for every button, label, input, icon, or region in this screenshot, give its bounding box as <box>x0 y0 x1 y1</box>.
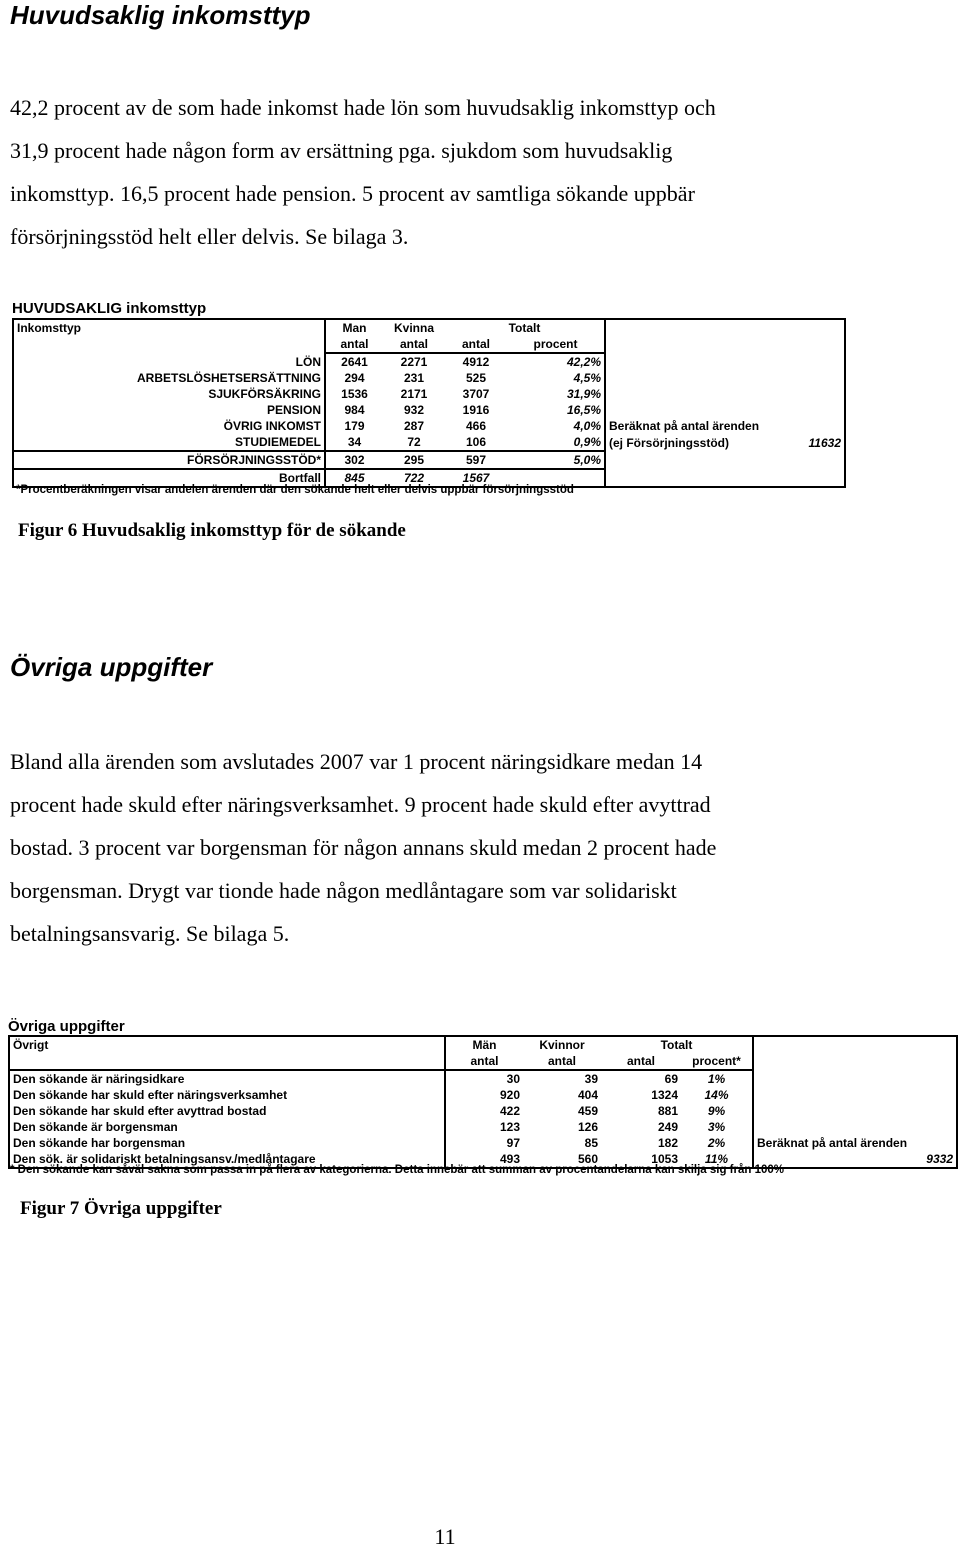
row-note <box>605 402 775 418</box>
row-label: LÖN <box>13 353 325 370</box>
section-heading-ovriga: Övriga uppgifter <box>10 652 213 682</box>
table-row <box>13 451 845 469</box>
ovriga-grid <box>8 1035 958 1169</box>
paragraph-line: 31,9 procent hade någon form av ersättning pga. sjukdom som huvudsaklig <box>10 138 673 163</box>
cell-man: 2641 <box>325 353 383 370</box>
cell-totalt: 1324 <box>651 1088 678 1102</box>
table-row <box>13 418 845 434</box>
table-row <box>9 1070 957 1087</box>
cell-kvinna: 231 <box>403 371 425 385</box>
table-row <box>13 353 845 370</box>
sub-procent: procent* <box>692 1054 741 1068</box>
cell-procent: 4,0% <box>573 419 601 433</box>
cell-procent: 0,9% <box>573 435 601 449</box>
row-note <box>753 1087 907 1103</box>
col-totalt: Totalt <box>445 319 605 336</box>
cell-procent: 11% <box>681 1151 753 1168</box>
cell-procent: 4,5% <box>573 371 601 385</box>
table-row <box>9 1087 957 1103</box>
row-label: SJUKFÖRSÄKRING <box>13 386 325 402</box>
cell-totalt: 597 <box>445 451 507 469</box>
table-footnote: *Procentberäkningen visar andelen ärenden där den sökande helt eller delvis uppbär försörjningsstöd <box>16 484 574 496</box>
cell-procent: 16,5% <box>566 403 601 417</box>
cell-procent: 31,9% <box>566 387 601 401</box>
cell-kvinna: 72 <box>407 435 421 449</box>
sub-antal: antal <box>325 336 383 353</box>
cell-man: 179 <box>325 418 383 434</box>
paragraph-line: inkomsttyp. 16,5 procent hade pension. 5 procent av samtliga sökande uppbär <box>10 181 695 206</box>
cell-man: 493 <box>445 1151 523 1168</box>
sub-antal: antal <box>461 337 490 351</box>
header-label: Övrigt <box>9 1036 445 1053</box>
cell-procent: 3% <box>707 1120 726 1134</box>
cell-totalt: 525 <box>465 371 487 385</box>
cell-kvinna: 560 <box>523 1151 601 1168</box>
row-note-value <box>907 1070 957 1087</box>
paragraph-line: procent hade skuld efter näringsverksamhet. 9 procent hade skuld efter avyttrad <box>10 792 711 817</box>
cell-procent: 1% <box>681 1070 753 1087</box>
row-label: Den sökande är borgensman <box>9 1119 445 1135</box>
table-row <box>13 402 845 418</box>
row-note <box>753 1119 907 1135</box>
paragraph-line: bostad. 3 procent var borgensman för någon annans skuld medan 2 procent hade <box>10 835 717 860</box>
row-note <box>753 1103 907 1119</box>
row-note: Beräknat på antal ärenden <box>605 418 845 434</box>
page-number: 11 <box>434 1524 456 1549</box>
paragraph-line: Bland alla ärenden som avslutades 2007 var 1 procent näringsidkare medan 14 <box>10 749 703 774</box>
row-note-value <box>775 386 845 402</box>
table-footnote: * Den sökande kan såväl sakna som passa in på flera av kategorierna. Detta innebär att summan av procentandelarna kan skilja sig från 100% <box>10 1164 785 1176</box>
row-note-value <box>907 1103 957 1119</box>
row-note-value <box>775 451 845 469</box>
table-row <box>9 1135 957 1151</box>
table-row <box>9 1119 957 1135</box>
inkomsttyp-table <box>12 300 846 500</box>
cell-kvinna: 722 <box>383 469 445 487</box>
table-row <box>13 434 845 451</box>
table-title: HUVUDSAKLIG inkomsttyp <box>12 300 207 317</box>
row-note-value <box>907 1087 957 1103</box>
row-note <box>605 370 775 386</box>
cell-kvinna: 126 <box>577 1120 598 1134</box>
cell-man: 1536 <box>325 386 383 402</box>
row-note <box>605 386 775 402</box>
figure-caption: Figur 7 Övriga uppgifter <box>20 1198 222 1219</box>
cell-man: 34 <box>325 434 383 451</box>
row-note-value <box>775 402 845 418</box>
row-note-value: 9332 <box>907 1151 957 1168</box>
cell-totalt: 1567 <box>445 469 507 487</box>
sub-antal: antal <box>626 1054 655 1068</box>
section-heading-inkomsttyp: Huvudsaklig inkomsttyp <box>10 0 311 30</box>
cell-man: 97 <box>445 1135 523 1151</box>
row-note-value <box>775 353 845 370</box>
paragraph-line: borgensman. Drygt var tionde hade någon medlåntagare som var solidariskt <box>10 878 677 903</box>
sub-antal: antal <box>445 1053 523 1070</box>
col-kvinna: Kvinna <box>383 319 445 336</box>
row-note: Beräknat på antal ärenden <box>753 1135 957 1151</box>
cell-kvinna: 459 <box>577 1104 598 1118</box>
paragraph-inkomsttyp <box>10 86 920 258</box>
cell-totalt: 1053 <box>601 1151 681 1168</box>
row-label: Den sökande har skuld efter avyttrad bostad <box>9 1103 445 1119</box>
cell-man: 422 <box>445 1103 523 1119</box>
row-label: Den sökande är näringsidkare <box>9 1070 445 1087</box>
row-note: (ej Försörjningsstöd) <box>605 434 775 451</box>
cell-man: 302 <box>325 451 383 469</box>
cell-totalt: 182 <box>657 1136 678 1150</box>
cell-totalt: 881 <box>657 1104 678 1118</box>
cell-totalt: 1916 <box>462 403 490 417</box>
cell-procent: 42,2% <box>507 353 605 370</box>
cell-kvinna: 932 <box>403 403 425 417</box>
cell-kvinna: 2271 <box>383 353 445 370</box>
cell-procent: 9% <box>707 1104 726 1118</box>
cell-man: 984 <box>325 402 383 418</box>
col-man: Män <box>445 1036 523 1053</box>
table-row <box>9 1103 957 1119</box>
row-label: FÖRSÖRJNINGSSTÖD* <box>13 451 325 469</box>
figure-caption: Figur 6 Huvudsaklig inkomsttyp för de sökande <box>18 520 406 541</box>
row-label: Den sökande har skuld efter näringsverksamhet <box>9 1087 445 1103</box>
cell-totalt: 106 <box>465 435 487 449</box>
row-label: ARBETSLÖSHETSERSÄTTNING <box>13 370 325 386</box>
cell-man: 123 <box>445 1119 523 1135</box>
paragraph-line: betalningsansvarig. Se bilaga 5. <box>10 921 290 946</box>
row-note-value: 11632 <box>775 434 845 451</box>
header-label: Inkomsttyp <box>13 319 325 336</box>
table-title: Övriga uppgifter <box>8 1018 125 1035</box>
cell-procent: 14% <box>704 1088 729 1102</box>
cell-man: 845 <box>325 469 383 487</box>
sub-antal: antal <box>399 337 428 351</box>
inkomsttyp-grid <box>12 318 846 488</box>
row-label: Den sökande har borgensman <box>9 1135 445 1151</box>
cell-procent: 5,0% <box>507 451 605 469</box>
cell-totalt: 4912 <box>445 353 507 370</box>
row-label: Den sök. är solidariskt betalningsansv./medlåntagare <box>9 1151 445 1168</box>
cell-kvinna: 295 <box>383 451 445 469</box>
row-note <box>605 353 775 370</box>
sub-procent: procent <box>533 337 578 351</box>
paragraph-ovriga <box>10 740 920 955</box>
col-kvinna: Kvinnor <box>523 1036 601 1053</box>
col-totalt: Totalt <box>601 1036 753 1053</box>
ovriga-table <box>8 1018 958 1184</box>
cell-totalt: 3707 <box>462 387 490 401</box>
cell-man: 30 <box>445 1070 523 1087</box>
cell-man: 294 <box>325 370 383 386</box>
row-note-value <box>907 1119 957 1135</box>
col-man: Man <box>325 319 383 336</box>
row-label: STUDIEMEDEL <box>13 434 325 451</box>
cell-man: 920 <box>445 1087 523 1103</box>
cell-totalt: 69 <box>601 1070 681 1087</box>
table-row <box>13 370 845 386</box>
cell-kvinna: 287 <box>403 419 425 433</box>
row-label: PENSION <box>13 402 325 418</box>
cell-procent: 2% <box>707 1136 726 1150</box>
cell-kvinna: 85 <box>584 1136 598 1150</box>
sub-antal: antal <box>547 1054 576 1068</box>
cell-kvinna: 2171 <box>400 387 428 401</box>
row-label: Bortfall <box>13 469 325 487</box>
row-note <box>605 451 775 469</box>
cell-kvinna: 39 <box>523 1070 601 1087</box>
row-label: ÖVRIG INKOMST <box>13 418 325 434</box>
table-row <box>13 386 845 402</box>
cell-totalt: 249 <box>657 1120 678 1134</box>
row-note <box>753 1070 907 1087</box>
cell-totalt: 466 <box>465 419 487 433</box>
cell-kvinna: 404 <box>577 1088 598 1102</box>
paragraph-line: 42,2 procent av de som hade inkomst hade lön som huvudsaklig inkomsttyp och <box>10 95 716 120</box>
row-note-value <box>775 370 845 386</box>
paragraph-line: försörjningsstöd helt eller delvis. Se bilaga 3. <box>10 224 409 249</box>
